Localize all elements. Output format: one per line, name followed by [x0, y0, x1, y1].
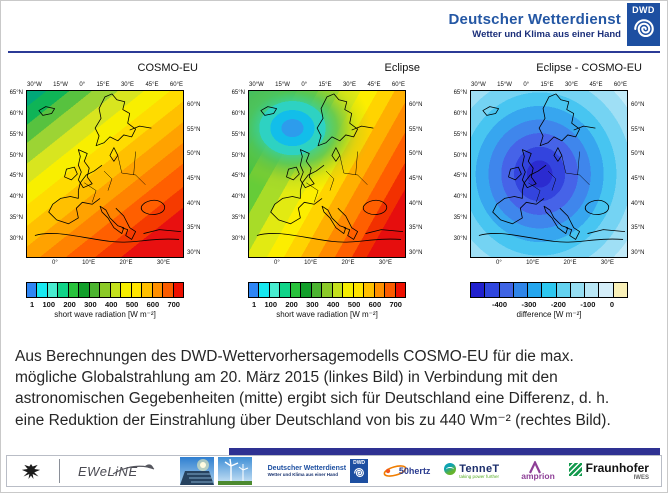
header — [1, 1, 667, 51]
colorbar-cell — [375, 283, 385, 297]
colorbar-tick: 0 — [609, 300, 614, 309]
fraunhofer-logo — [569, 461, 649, 481]
axis-label: 30°W — [471, 82, 486, 88]
colorbar-cell — [153, 283, 163, 297]
axis-label: 20°E — [563, 260, 577, 266]
colorbar-caption: short wave radiation [W m⁻²] — [54, 310, 156, 319]
axis-label: 55°N — [187, 126, 201, 133]
colorbar-cell — [291, 283, 301, 297]
axis-label: 45°N — [9, 173, 23, 180]
axis-label: 30°N — [453, 235, 467, 242]
axis-label: 15°E — [318, 82, 332, 88]
colorbar-cell — [571, 283, 585, 297]
colorbar-radiation — [248, 282, 406, 298]
map-eclipse — [248, 90, 406, 258]
colorbar-cell — [301, 283, 311, 297]
axis-left — [446, 90, 470, 258]
colorbar-cell — [471, 283, 485, 297]
colorbar-cell — [69, 283, 79, 297]
colorbar-labels — [30, 298, 180, 309]
axis-label: 45°N — [453, 173, 467, 180]
axis-label: 30°E — [342, 82, 357, 88]
axis-label: 30°W — [27, 82, 42, 88]
axis-label: 35°N — [231, 215, 245, 222]
federal-eagle-icon — [21, 462, 41, 481]
axis-label: 30°N — [9, 235, 23, 242]
axis-label: 30°W — [249, 82, 264, 88]
footer-accent-bar — [229, 448, 660, 455]
axis-label: 65°N — [9, 90, 23, 96]
axis-label: 60°E — [391, 82, 405, 88]
amprion-logo — [513, 461, 555, 481]
colorbar-tick: -100 — [580, 300, 596, 309]
axis-bottom — [26, 258, 184, 271]
colorbar-tick: 100 — [42, 300, 55, 309]
map-title: Eclipse - COSMO-EU — [536, 62, 642, 74]
axis-label: 40°N — [409, 200, 423, 207]
colorbar-cell — [249, 283, 259, 297]
map-title: Eclipse — [384, 62, 420, 74]
colorbar-cell — [37, 283, 47, 297]
colorbar-cell — [354, 283, 364, 297]
colorbar-tick: 600 — [368, 300, 382, 309]
axis-label: 55°N — [231, 131, 245, 138]
map-title: COSMO-EU — [137, 62, 198, 74]
colorbar-cell — [343, 283, 353, 297]
colorbar-tick: 500 — [347, 300, 361, 309]
colorbar-cell — [614, 283, 627, 297]
colorbar-cell — [48, 283, 58, 297]
axis-bottom — [470, 258, 628, 271]
axis-label: 30°N — [631, 249, 645, 256]
axis-label: 15°W — [53, 82, 68, 88]
colorbar-tick: 400 — [326, 300, 340, 309]
axis-bottom — [248, 258, 406, 271]
axis-top — [248, 79, 406, 90]
map-difference — [470, 90, 628, 258]
colorbar-cell — [27, 283, 37, 297]
colorbar-tick: 700 — [167, 300, 180, 309]
axis-label: 60°N — [409, 102, 423, 108]
footer-divider — [59, 459, 60, 483]
colorbar-tick: 100 — [264, 300, 277, 309]
colorbar-cell — [585, 283, 599, 297]
colorbar-cell — [396, 283, 405, 297]
axis-label: 0° — [496, 260, 502, 266]
axis-label: 55°N — [631, 126, 645, 133]
axis-label: 0° — [274, 260, 280, 266]
axis-label: 50°N — [409, 151, 423, 158]
axis-right — [406, 90, 430, 258]
colorbar-cell — [58, 283, 68, 297]
axis-label: 45°N — [631, 175, 645, 182]
fraunhofer-institute: IWES — [633, 475, 649, 481]
colorbar-cell — [90, 283, 100, 297]
dwd-footer-org: Deutscher Wetterdienst — [267, 465, 347, 472]
axis-label: 45°E — [145, 82, 159, 88]
colorbar-cell — [599, 283, 613, 297]
axis-label: 45°E — [367, 82, 381, 88]
colorbar-cell — [542, 283, 556, 297]
axis-label: 15°W — [275, 82, 290, 88]
tennet-logo — [444, 463, 499, 479]
colorbar-cell — [111, 283, 121, 297]
axis-label: 65°N — [231, 90, 245, 96]
solar-panel-photo — [180, 457, 214, 485]
axis-top — [470, 79, 628, 90]
axis-label: 50°N — [187, 151, 201, 158]
dwd-spiral-icon — [630, 15, 658, 43]
axis-label: 10°E — [304, 260, 318, 266]
axis-label: 20°E — [119, 260, 133, 266]
axis-label: 10°E — [526, 260, 540, 266]
map-panel-eclipse — [224, 62, 446, 319]
colorbar-tick: 400 — [104, 300, 118, 309]
colorbar-tick: 700 — [389, 300, 402, 309]
fraunhofer-label: Fraunhofer — [585, 461, 649, 475]
axis-label: 35°N — [631, 225, 645, 232]
colorbar-cell — [557, 283, 571, 297]
axis-label: 15°E — [540, 82, 554, 88]
axis-label: 40°N — [231, 194, 245, 201]
axis-label: 30°E — [156, 260, 170, 266]
colorbar-labels — [252, 298, 402, 309]
colorbar-cell — [163, 283, 173, 297]
50hertz-label: 50hertz — [398, 466, 431, 476]
axis-label: 50°N — [9, 152, 23, 159]
axis-label: 50°N — [231, 152, 245, 159]
colorbar-tick: -400 — [492, 300, 508, 309]
axis-label: 30°E — [600, 260, 614, 266]
dwd-logo — [627, 3, 660, 46]
axis-left — [2, 90, 26, 258]
axis-label: 45°E — [589, 82, 603, 88]
axis-left — [224, 90, 248, 258]
eweline-label: EWeLiNE — [78, 463, 138, 479]
axis-label: 60°E — [613, 82, 627, 88]
caption-line-4: eine Reduktion der Einstrahlung über Deutschland von bis zu 440 Wm⁻² (rechtes Bild). — [15, 411, 611, 429]
colorbar-cell — [485, 283, 499, 297]
axis-label: 40°N — [631, 200, 645, 207]
maps-row — [1, 53, 667, 319]
colorbar-tick: -200 — [550, 300, 566, 309]
axis-label: 50°N — [453, 152, 467, 159]
axis-label: 45°N — [409, 175, 423, 182]
axis-label: 60°N — [631, 102, 645, 108]
colorbar-caption: difference [W m⁻²] — [516, 310, 582, 319]
axis-label: 55°N — [409, 126, 423, 133]
axis-label: 60°N — [187, 102, 201, 108]
map-panel-difference — [446, 62, 668, 319]
amprion-label: amprion — [521, 471, 555, 481]
header-text — [449, 11, 622, 40]
colorbar-cell — [364, 283, 374, 297]
axis-label: 35°N — [187, 225, 201, 232]
50hertz-logo — [382, 464, 431, 478]
caption-line-3: astronomischen Gegebenheiten (mitte) ergibt sich für Deutschland eine Differenz, d. h. — [15, 390, 610, 408]
axis-label: 30°E — [378, 260, 392, 266]
colorbar-tick: 500 — [125, 300, 139, 309]
axis-label: 60°N — [9, 110, 23, 117]
colorbar-cell — [100, 283, 110, 297]
colorbar-cell — [259, 283, 269, 297]
axis-label: 60°N — [453, 110, 467, 117]
colorbar-tick: 600 — [146, 300, 160, 309]
axis-label: 20°E — [341, 260, 355, 266]
axis-label: 40°N — [453, 194, 467, 201]
axis-label: 35°N — [453, 215, 467, 222]
axis-label: 10°E — [82, 260, 96, 266]
axis-label: 50°N — [631, 151, 645, 158]
caption-text — [15, 346, 655, 431]
eweline-logo — [78, 464, 138, 479]
colorbar-tick: 200 — [63, 300, 76, 309]
colorbar-cell — [528, 283, 542, 297]
axis-right — [628, 90, 652, 258]
axis-label: 0° — [523, 82, 530, 88]
eweline-swoosh-icon — [112, 460, 158, 478]
colorbar-cell — [514, 283, 528, 297]
caption-line-1: Aus Berechnungen des DWD-Wettervorhersagemodells COSMO-EU für die max. — [15, 348, 574, 365]
colorbar-tick: 300 — [306, 300, 319, 309]
colorbar-labels — [492, 298, 614, 309]
axis-label: 60°N — [231, 110, 245, 117]
colorbar-cell — [312, 283, 322, 297]
colorbar-cell — [500, 283, 514, 297]
axis-label: 30°N — [409, 249, 423, 256]
axis-label: 55°N — [9, 131, 23, 138]
axis-label: 45°N — [231, 173, 245, 180]
dwd-footer-icon: DWD — [350, 459, 368, 483]
axis-label: 30°E — [120, 82, 135, 88]
axis-label: 30°N — [187, 249, 201, 256]
colorbar-cell — [121, 283, 131, 297]
axis-label: 30°N — [231, 235, 245, 242]
colorbar-cell — [270, 283, 280, 297]
colorbar-tick: 300 — [84, 300, 97, 309]
dwd-footer-tagline: Wetter und Klima aus einer Hand — [267, 472, 339, 477]
axis-label: 35°N — [9, 215, 23, 222]
axis-label: 40°N — [187, 200, 201, 207]
colorbar-caption: short wave radiation [W m⁻²] — [276, 310, 378, 319]
colorbar-cell — [174, 283, 183, 297]
colorbar-cell — [132, 283, 142, 297]
axis-label: 15°E — [96, 82, 110, 88]
map-panel-cosmo-eu — [2, 62, 224, 319]
axis-right — [184, 90, 208, 258]
org-tagline: Wetter und Klima aus einer Hand — [472, 29, 621, 40]
axis-label: 30°E — [564, 82, 579, 88]
footer-partner-logos — [268, 459, 649, 483]
axis-label: 45°N — [187, 175, 201, 182]
tennet-globe-icon — [444, 463, 456, 475]
axis-label: 15°W — [497, 82, 512, 88]
colorbar-tick: 1 — [30, 300, 35, 309]
colorbar-cell — [280, 283, 290, 297]
caption-line-2: mögliche Globalstrahlung am 20. März 2015 (linkes Bild) in Verbindung mit den — [15, 369, 558, 387]
dwd-logo-text: DWD — [632, 5, 655, 15]
colorbar-tick: 200 — [285, 300, 298, 309]
axis-label: 55°N — [453, 131, 467, 138]
colorbar-tick: -300 — [521, 300, 537, 309]
colorbar-radiation — [26, 282, 184, 298]
axis-label: 0° — [301, 82, 308, 88]
colorbar-cell — [79, 283, 89, 297]
colorbar-difference — [470, 282, 628, 298]
axis-label: 60°E — [169, 82, 183, 88]
colorbar-tick: 1 — [252, 300, 257, 309]
axis-label: 0° — [79, 82, 86, 88]
colorbar-cell — [142, 283, 152, 297]
tennet-tagline: taking power further — [459, 474, 500, 479]
axis-label: 35°N — [409, 225, 423, 232]
colorbar-cell — [385, 283, 395, 297]
footer — [6, 455, 662, 487]
axis-label: 0° — [52, 260, 58, 266]
colorbar-cell — [322, 283, 332, 297]
tennet-label: TenneT — [459, 463, 500, 475]
fraunhofer-mark-icon — [569, 463, 582, 476]
axis-label: 40°N — [9, 194, 23, 201]
map-cosmo-eu — [26, 90, 184, 258]
axis-label: 65°N — [453, 90, 467, 96]
dwd-footer-logo — [268, 459, 368, 483]
colorbar-cell — [333, 283, 343, 297]
org-name: Deutscher Wetterdienst — [448, 11, 621, 28]
axis-top — [26, 79, 184, 90]
wind-turbine-photo — [218, 457, 252, 485]
